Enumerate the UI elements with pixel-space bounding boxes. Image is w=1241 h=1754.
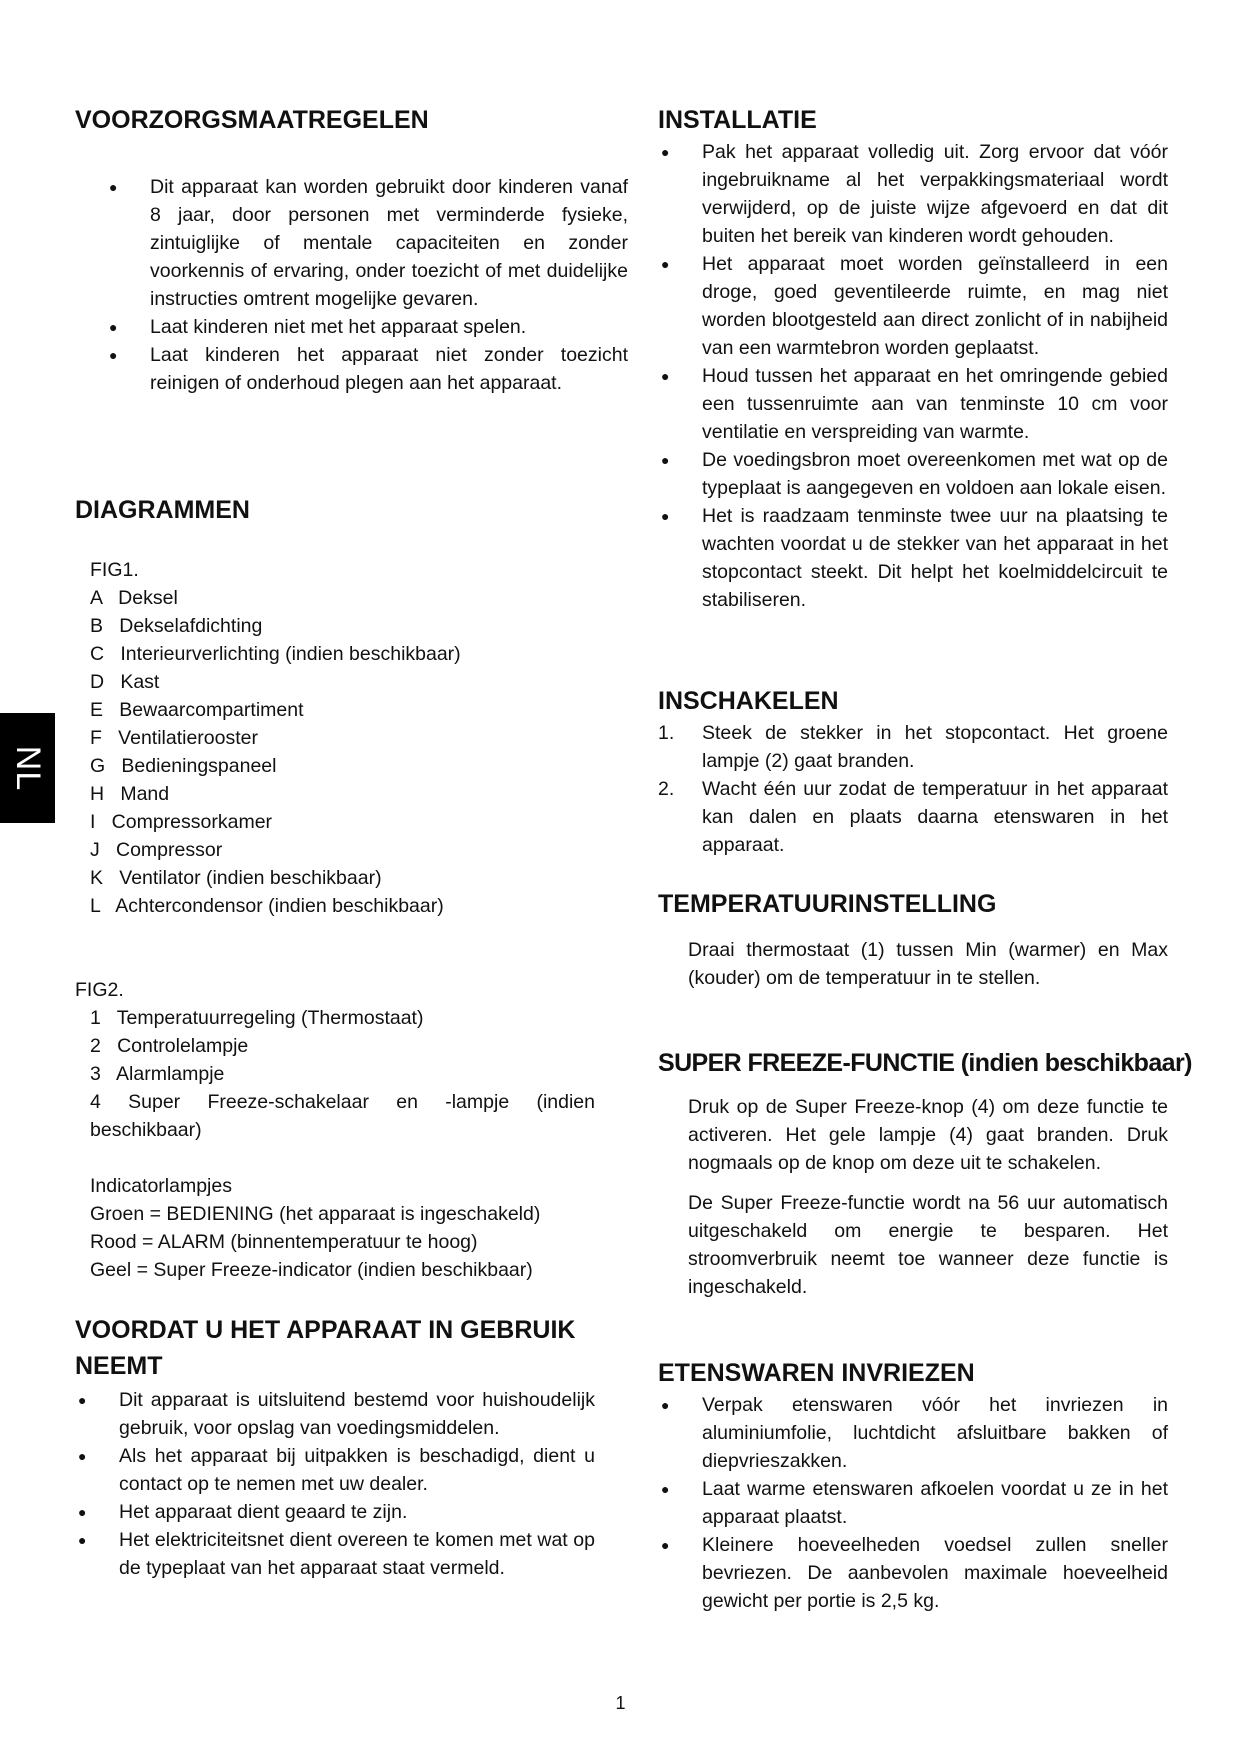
indicator-item: Rood = ALARM (binnentemperatuur te hoog): [90, 1231, 478, 1253]
fig1-item: B Dekselafdichting: [90, 615, 263, 637]
fig1-item: J Compressor: [90, 839, 223, 861]
before-use-item: ● Als het apparaat bij uitpakken is beschadigd, dient u contact op te nemen met uw dealer.: [119, 1442, 595, 1498]
fig2-list: [90, 1004, 595, 1144]
freezing-item: ● Verpak etenswaren vóór het invriezen in aluminiumfolie, luchtdicht afsluitbare bakken of diepvrieszakken.: [702, 1391, 1168, 1475]
before-use-list: [119, 1386, 595, 1582]
indicator-title: Indicatorlampjes: [90, 1175, 232, 1197]
step-text: Steek de stekker in het stopcontact. Het groene lampje (2) gaat branden.: [702, 722, 1168, 772]
indicator-block: [90, 1172, 610, 1284]
precaution-item: ● Laat kinderen niet met het apparaat spelen.: [150, 313, 628, 341]
freezing-item: ● Kleinere hoeveelheden voedsel zullen sneller bevriezen. De aanbevolen maximale hoeveelheid gewicht per portie is 2,5 kg.: [702, 1531, 1168, 1615]
fig1-item: I Compressorkamer: [90, 811, 273, 833]
fig1-item: D Kast: [90, 671, 160, 693]
temperature-text: Draai thermostaat (1) tussen Min (warmer) en Max (kouder) om de temperatuur in te stellen.: [688, 939, 1168, 989]
super-freeze-p2: De Super Freeze-functie wordt na 56 uur automatisch uitgeschakeld om energie te besparen. Het stroomverbruik neemt toe wanneer deze functie is ingeschakeld.: [688, 1192, 1168, 1298]
fig2-block: [75, 976, 595, 1004]
installation-item: ● Pak het apparaat volledig uit. Zorg ervoor dat vóór ingebruikname al het verpakkingsmateriaal wordt verwijderd, op de juiste wijze afgevoerd en dat dit buiten het bereik van kinderen wordt gehouden.: [702, 138, 1168, 250]
temperature-text-block: [688, 936, 1168, 992]
page-number: 1: [615, 1693, 626, 1713]
step-text: Wacht één uur zodat de temperatuur in het apparaat kan dalen en plaats daarna etenswaren in het apparaat.: [702, 778, 1168, 856]
fig2-item: 4 Super Freeze-schakelaar en -lampje (indien beschikbaar): [90, 1091, 595, 1141]
precautions-list: [150, 173, 628, 397]
fig1-item: K Ventilator (indien beschikbaar): [90, 867, 382, 889]
step-number: 1.: [658, 722, 675, 744]
fig1-item: C Interieurverlichting (indien beschikbaar): [90, 643, 461, 665]
fig2-item: 2 Controlelampje: [90, 1035, 249, 1057]
language-code: NL: [9, 745, 47, 791]
switch-on-list: [658, 719, 1168, 859]
fig1-item: H Mand: [90, 783, 170, 805]
fig1-item: G Bedieningspaneel: [90, 755, 277, 777]
fig1-item: L Achtercondensor (indien beschikbaar): [90, 895, 444, 917]
fig2-label: FIG2.: [75, 979, 124, 1001]
fig1-item: F Ventilatierooster: [90, 727, 258, 749]
installation-title: INSTALLATIE: [658, 106, 817, 134]
switch-on-title: INSCHAKELEN: [658, 687, 839, 715]
super-freeze-p1: Druk op de Super Freeze-knop (4) om deze functie te activeren. Het gele lampje (4) gaat branden. Druk nogmaals op de knop om deze uit te schakelen.: [688, 1096, 1168, 1174]
before-use-item: ● Het elektriciteitsnet dient overeen te komen met wat op de typeplaat van het apparaat staat vermeld.: [119, 1526, 595, 1582]
step-number: 2.: [658, 778, 675, 800]
fig1-block: [90, 556, 610, 920]
fig1-item: A Deksel: [90, 587, 178, 609]
installation-item: ● Het is raadzaam tenminste twee uur na plaatsing te wachten voordat u de stekker van het apparaat in het stopcontact steekt. Dit helpt het koelmiddelcircuit te stabiliseren.: [702, 502, 1168, 614]
indicator-item: Geel = Super Freeze-indicator (indien beschikbaar): [90, 1259, 533, 1281]
installation-item: ● De voedingsbron moet overeenkomen met wat op de typeplaat is aangegeven en voldoen aan lokale eisen.: [702, 446, 1168, 502]
freezing-item: ● Laat warme etenswaren afkoelen voordat u ze in het apparaat plaatst.: [702, 1475, 1168, 1531]
precaution-item: ● Laat kinderen het apparaat niet zonder toezicht reinigen of onderhoud plegen aan het apparaat.: [150, 341, 628, 397]
before-use-title: VOORDAT U HET APPARAAT IN GEBRUIK NEEMT: [75, 1316, 576, 1380]
installation-item: ● Houd tussen het apparaat en het omringende gebied een tussenruimte aan van tenminste 10 cm voor ventilatie en verspreiding van warmte.: [702, 362, 1168, 446]
fig1-item: E Bewaarcompartiment: [90, 699, 304, 721]
installation-item: ● Het apparaat moet worden geïnstalleerd in een droge, goed geventileerde ruimte, en mag niet worden blootgesteld aan direct zonlicht of in nabijheid van een warmtebron worden geplaatst.: [702, 250, 1168, 362]
precautions-title: VOORZORGSMAATREGELEN: [75, 106, 429, 134]
fig1-label: FIG1.: [90, 559, 139, 581]
freezing-list: [702, 1391, 1168, 1615]
fig2-item: 1 Temperatuurregeling (Thermostaat): [90, 1007, 424, 1029]
precaution-item: ● Dit apparaat kan worden gebruikt door kinderen vanaf 8 jaar, door personen met verminderde fysieke, zintuiglijke of mentale capaciteiten en zonder voorkennis of ervaring, onder toezicht of met duidelijke instructies omtrent mogelijke gevaren.: [150, 173, 628, 313]
temperature-title: TEMPERATUURINSTELLING: [658, 890, 997, 918]
before-use-item: ● Dit apparaat is uitsluitend bestemd voor huishoudelijk gebruik, voor opslag van voedingsmiddelen.: [119, 1386, 595, 1442]
super-freeze-block: [688, 1093, 1168, 1301]
before-use-item: ● Het apparaat dient geaard te zijn.: [119, 1498, 595, 1526]
fig2-item: 3 Alarmlampje: [90, 1063, 225, 1085]
super-freeze-title: SUPER FREEZE-FUNCTIE (indien beschikbaar): [658, 1049, 1192, 1077]
switch-on-step: [658, 719, 1168, 775]
indicator-item: Groen = BEDIENING (het apparaat is ingeschakeld): [90, 1203, 541, 1225]
freezing-title: ETENSWAREN INVRIEZEN: [658, 1359, 975, 1387]
switch-on-step: [658, 775, 1168, 859]
diagrams-title: DIAGRAMMEN: [75, 496, 250, 524]
language-tab: [0, 713, 55, 823]
installation-list: [702, 138, 1168, 614]
